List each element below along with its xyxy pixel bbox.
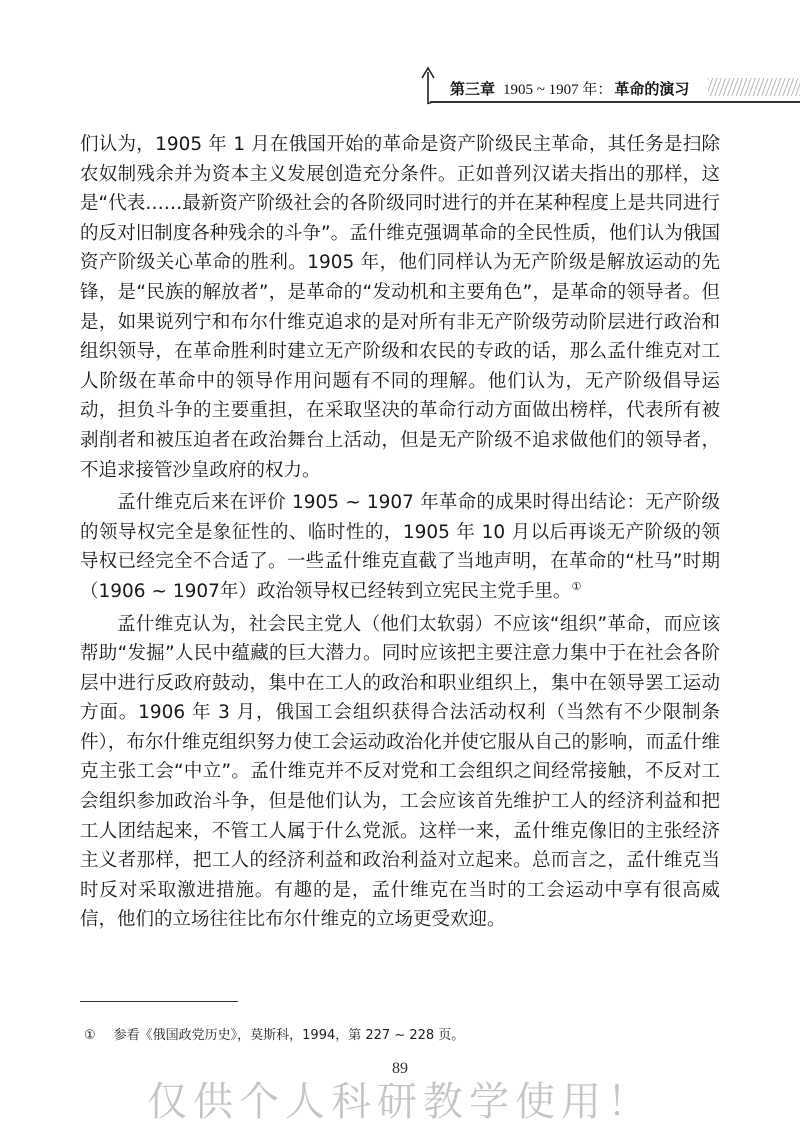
running-header (420, 64, 800, 108)
body-text (80, 130, 720, 935)
footnote-rule (80, 1001, 238, 1002)
footnote-text: 参看《俄国政党历史》，莫斯科，1994，第 227 ~ 228 页。 (113, 1028, 465, 1043)
header-rule (430, 101, 800, 103)
header-years: 1905 ~ 1907 年： (503, 82, 613, 98)
footnote-reference[interactable]: ① (571, 579, 582, 593)
paragraph-2-text: 孟什维克后来在评价 1905 ~ 1907 年革命的成果时得出结论：无产阶级的领导权完全是象征性的、临时性的，1905 年 10 月以后再谈无产阶级的领导权已经完全不合适了。一些孟什维克直截了当地声明，在革命的“杜马”时期（1906 ~ 1907年）政治领导权已经转到立宪民主党手里。 (80, 492, 720, 602)
header-chapter: 第三章 (450, 80, 496, 98)
paragraph-1: 们认为，1905 年 1 月在俄国开始的革命是资产阶级民主革命，其任务是扫除农奴制残余并为资本主义发展创造充分条件。正如普列汉诺夫指出的那样，这是“代表……最新资产阶级社会的各阶级同时进行的并在某种程度上是共同进行的反对旧制度各种残余的斗争”。孟什维克强调革命的全民性质，他们认为俄国资产阶级关心革命的胜利。1905 年，他们同样认为无产阶级是解放运动的先锋，是“民族的解放者”，是革命的“发动机和主要角色”，是革命的领导者。但是，如果说列宁和布尔什维克追求的是对所有非无产阶级劳动阶层进行政治和组织领导，在革命胜利时建立无产阶级和农民的专政的话，那么孟什维克对工人阶级在革命中的领导作用问题有不同的理解。他们认为，无产阶级倡导运动，担负斗争的主要重担，在采取坚决的革命行动方面做出榜样，代表所有被剥削者和被压迫者在政治舞台上活动，但是无产阶级不追求做他们的领导者，不追求接管沙皇政府的权力。 (80, 134, 720, 481)
page-number: 89 (392, 1060, 408, 1077)
watermark: 仅供个人科研教学使用！ (147, 1079, 653, 1125)
paragraph-2 (80, 488, 720, 606)
header-title: 革命的演习 (614, 80, 690, 98)
footnote-marker: ① (84, 1028, 96, 1043)
header-text (450, 78, 689, 99)
header-stripe-decoration (708, 78, 800, 96)
paragraph-3: 孟什维克认为，社会民主党人（他们太软弱）不应该“组织”革命，而应该帮助“发掘”人民中蕴藏的巨大潜力。同时应该把主要注意力集中于在社会各阶层中进行反政府鼓动，集中在工人的政治和职业组织上，集中在领导罢工运动方面。1906 年 3 月，俄国工会组织获得合法活动权利（当然有不少限制条件），布尔什维克组织努力使工会运动政治化并使它服从自己的影响，而孟什维克主张工会“中立”。孟什维克并不反对党和工会组织之间经常接触，不反对工会组织参加政治斗争，但是他们认为，工会应该首先维护工人的经济利益和把工人团结起来，不管工人属于什么党派。这样一来，孟什维克像旧的主张经济主义者那样，把工人的经济利益和政治利益对立起来。总而言之，孟什维克当时反对采取激进措施。有趣的是，孟什维克在当时的工会运动中享有很高威信，他们的立场往往比布尔什维克的立场更受欢迎。 (80, 613, 720, 931)
footnote (80, 1024, 720, 1043)
